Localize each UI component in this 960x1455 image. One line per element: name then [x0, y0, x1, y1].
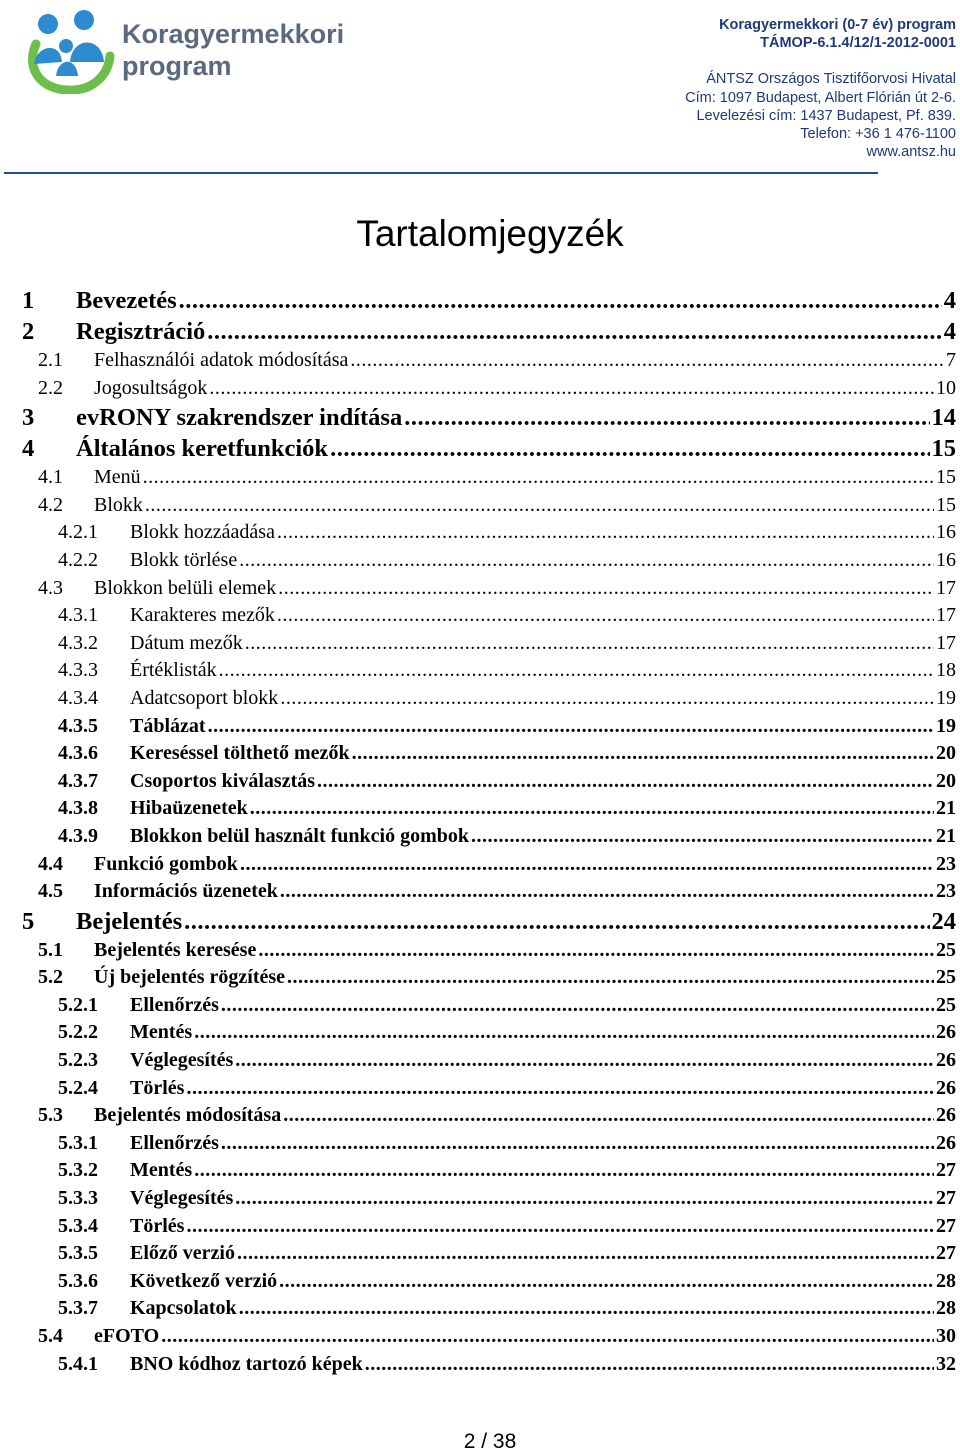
toc-entry[interactable] — [0, 687, 960, 715]
toc-entry[interactable] — [0, 1270, 960, 1298]
toc-leader-dots — [221, 1132, 934, 1155]
toc-entry-number: 5 — [22, 907, 35, 935]
toc-entry-label: Regisztráció — [76, 318, 206, 345]
toc-entry-number: 5.2.3 — [58, 1049, 98, 1072]
toc-leader-dots — [283, 1104, 934, 1127]
toc-entry-page: 27 — [936, 1214, 956, 1237]
toc-entry-number: 2 — [22, 318, 35, 345]
toc-leader-dots — [186, 1077, 934, 1100]
website-link[interactable]: www.antsz.hu — [866, 144, 956, 161]
toc-entry-number: 4.3.7 — [58, 769, 98, 792]
toc-entry-number: 2.1 — [38, 349, 63, 371]
toc-leader-dots — [317, 770, 934, 793]
toc-leader-dots — [277, 521, 934, 544]
toc-entry-number: 4.5 — [38, 880, 63, 903]
toc-entry-label: Blokkon belül használt funkció gombok — [130, 824, 469, 847]
toc-entry[interactable] — [0, 880, 960, 908]
toc-leader-dots — [161, 1325, 934, 1348]
toc-entry-page: 20 — [936, 769, 956, 792]
toc-entry-page: 17 — [936, 631, 956, 654]
logo-wordmark — [122, 18, 344, 82]
toc-entry-page: 23 — [936, 852, 956, 875]
toc-leader-dots — [278, 577, 934, 600]
toc-entry[interactable] — [0, 349, 960, 377]
toc-entry-page: 20 — [936, 742, 956, 765]
toc-entry-label: Bejelentés módosítása — [94, 1104, 282, 1127]
toc-title: Tartalomjegyzék — [356, 213, 624, 254]
toc-entry-label: Bevezetés — [76, 287, 177, 314]
toc-entry-number: 1 — [22, 287, 35, 314]
toc-entry-label: Bejelentés — [76, 907, 183, 935]
toc-leader-dots — [352, 742, 934, 765]
toc-entry[interactable] — [0, 1215, 960, 1243]
program-title: Koragyermekkori (0-7 év) program — [719, 17, 956, 33]
toc-entry-page: 30 — [936, 1325, 956, 1347]
toc-leader-dots — [194, 1021, 934, 1044]
toc-entry-label: Táblázat — [130, 714, 206, 737]
toc-entry-number: 5.2.4 — [58, 1076, 98, 1099]
toc-entry-number: 4.3.3 — [58, 659, 98, 682]
toc-entry-page: 25 — [936, 993, 956, 1016]
toc-entry[interactable] — [0, 549, 960, 577]
toc-entry-page: 19 — [936, 686, 956, 709]
toc-entry-number: 4.2.1 — [58, 521, 98, 544]
toc-entry-label: Véglegesítés — [130, 1187, 234, 1210]
table-of-contents — [0, 287, 960, 1380]
toc-entry-label: evRONY szakrendszer indítása — [76, 404, 403, 432]
toc-entry[interactable] — [0, 1132, 960, 1160]
toc-leader-dots — [287, 966, 934, 989]
toc-leader-dots — [235, 1049, 934, 1072]
toc-entry-label: Ellenőrzés — [130, 1131, 219, 1154]
toc-entry-number: 4.4 — [38, 852, 63, 875]
toc-entry-label: Előző verzió — [130, 1242, 235, 1265]
toc-entry-label: Kereséssel tölthető mezők — [130, 742, 350, 765]
toc-entry[interactable] — [0, 966, 960, 994]
toc-entry-page: 4 — [943, 318, 956, 345]
toc-entry-page: 26 — [936, 1049, 956, 1072]
address: Cím: 1097 Budapest, Albert Flórián út 2-6. — [685, 89, 956, 106]
toc-entry[interactable] — [0, 577, 960, 605]
toc-entry-page: 32 — [936, 1352, 956, 1375]
toc-entry[interactable] — [0, 521, 960, 549]
logo-text-line2: program — [122, 51, 232, 81]
toc-entry[interactable] — [0, 659, 960, 687]
toc-leader-dots — [471, 825, 934, 848]
toc-entry-label: Hibaüzenetek — [130, 797, 248, 820]
toc-entry[interactable] — [0, 994, 960, 1022]
toc-entry[interactable] — [0, 604, 960, 632]
toc-entry-label: eFOTO — [94, 1325, 160, 1347]
toc-entry-number: 4.3.6 — [58, 742, 98, 765]
toc-entry-page: 17 — [936, 604, 956, 627]
toc-entry-label: Új bejelentés rögzítése — [94, 966, 286, 989]
toc-entry-number: 5.2.2 — [58, 1021, 98, 1044]
toc-entry-page: 21 — [936, 797, 956, 820]
phone: Telefon: +36 1 476-1100 — [800, 126, 956, 143]
toc-entry-number: 4.3 — [38, 576, 63, 599]
toc-entry-number: 5.3 — [38, 1104, 63, 1127]
toc-entry[interactable] — [0, 908, 960, 939]
toc-leader-dots — [280, 880, 934, 903]
toc-entry[interactable] — [0, 825, 960, 853]
toc-entry-label: Értéklisták — [130, 659, 217, 682]
toc-entry-label: Csoportos kiválasztás — [130, 769, 316, 792]
toc-entry[interactable] — [0, 1325, 960, 1353]
toc-entry-label: Következő verzió — [130, 1269, 278, 1292]
toc-entry[interactable] — [0, 939, 960, 967]
toc-entry[interactable] — [0, 853, 960, 881]
toc-entry[interactable] — [0, 770, 960, 798]
toc-entry-page: 15 — [936, 493, 956, 516]
toc-entry-label: Adatcsoport blokk — [130, 686, 279, 709]
toc-entry-page: 26 — [936, 1131, 956, 1154]
toc-entry-page: 21 — [936, 824, 956, 847]
toc-leader-dots — [250, 797, 934, 820]
toc-leader-dots — [194, 1159, 934, 1182]
toc-entry-number: 4.3.8 — [58, 797, 98, 820]
toc-entry[interactable] — [0, 715, 960, 743]
toc-entry[interactable] — [0, 632, 960, 660]
toc-leader-dots — [279, 1270, 934, 1293]
toc-leader-dots — [239, 549, 934, 572]
toc-leader-dots — [145, 494, 934, 517]
toc-entry-number: 4.2 — [38, 493, 63, 516]
org-name: ÁNTSZ Országos Tisztifőorvosi Hivatal — [706, 71, 956, 88]
project-code: TÁMOP-6.1.4/12/1-2012-0001 — [760, 35, 956, 52]
toc-entry-label: Dátum mezők — [130, 631, 243, 654]
toc-entry-page: 16 — [936, 548, 956, 571]
toc-entry-label: BNO kódhoz tartozó képek — [130, 1352, 363, 1375]
toc-entry-number: 5.2 — [38, 966, 63, 989]
toc-entry-page: 19 — [936, 714, 956, 737]
toc-leader-dots — [208, 715, 934, 738]
toc-entry-label: Karakteres mezők — [130, 604, 275, 627]
toc-entry-page: 7 — [946, 349, 956, 371]
toc-entry-number: 4 — [22, 435, 35, 463]
toc-leader-dots — [240, 853, 934, 876]
toc-entry[interactable] — [0, 1242, 960, 1270]
toc-leader-dots — [209, 377, 934, 400]
toc-entry-page: 28 — [936, 1297, 956, 1320]
toc-leader-dots — [330, 435, 929, 463]
toc-leader-dots — [245, 632, 934, 655]
toc-entry-label: Funkció gombok — [94, 852, 238, 875]
toc-entry-number: 4.3.4 — [58, 686, 98, 709]
toc-entry-label: Általános keretfunkciók — [76, 435, 329, 463]
toc-leader-dots — [277, 604, 934, 627]
toc-entry-page: 27 — [936, 1187, 956, 1210]
toc-entry-page: 27 — [936, 1159, 956, 1182]
toc-leader-dots — [184, 908, 929, 936]
toc-entry[interactable] — [0, 742, 960, 770]
toc-entry-page: 26 — [936, 1104, 956, 1127]
toc-entry-label: Ellenőrzés — [130, 993, 219, 1016]
header-divider — [4, 172, 878, 174]
toc-entry-number: 5.2.1 — [58, 993, 98, 1016]
toc-entry-number: 5.3.7 — [58, 1297, 98, 1320]
toc-entry[interactable] — [0, 1104, 960, 1132]
toc-entry-label: Blokk — [94, 493, 143, 516]
toc-entry-number: 5.3.6 — [58, 1269, 98, 1292]
toc-entry-page: 28 — [936, 1269, 956, 1292]
toc-entry[interactable] — [0, 1353, 960, 1381]
toc-entry[interactable] — [0, 1297, 960, 1325]
toc-entry[interactable] — [0, 287, 960, 318]
toc-entry-number: 5.3.5 — [58, 1242, 98, 1265]
toc-entry-label: Blokk hozzáadása — [130, 521, 275, 544]
toc-entry-number: 4.1 — [38, 466, 63, 489]
toc-entry-label: Törlés — [130, 1076, 185, 1099]
toc-leader-dots — [404, 404, 929, 432]
toc-entry-number: 3 — [22, 404, 35, 432]
toc-entry-label: Felhasználói adatok módosítása — [94, 349, 349, 371]
header-contact-block — [536, 16, 956, 161]
toc-entry-page: 14 — [931, 404, 956, 432]
toc-entry-number: 4.3.2 — [58, 631, 98, 654]
toc-entry-page: 26 — [936, 1021, 956, 1044]
toc-leader-dots — [221, 994, 934, 1017]
page-indicator: 2 / 38 — [463, 1430, 517, 1453]
toc-leader-dots — [186, 1215, 934, 1238]
toc-entry[interactable] — [0, 1021, 960, 1049]
toc-entry-label: Blokkon belüli elemek — [94, 576, 277, 599]
toc-entry-page: 25 — [936, 966, 956, 989]
toc-entry[interactable] — [0, 1159, 960, 1187]
toc-leader-dots — [280, 687, 934, 710]
toc-entry-label: Törlés — [130, 1214, 185, 1237]
toc-entry-page: 17 — [936, 576, 956, 599]
toc-entry-number: 5.4 — [38, 1325, 63, 1347]
toc-entry[interactable] — [0, 494, 960, 522]
toc-entry-page: 24 — [931, 907, 956, 935]
toc-entry-number: 5.1 — [38, 938, 63, 961]
toc-entry-label: Információs üzenetek — [94, 880, 278, 903]
toc-leader-dots — [207, 318, 942, 346]
toc-leader-dots — [350, 349, 944, 372]
postal-address: Levelezési cím: 1437 Budapest, Pf. 839. — [696, 107, 956, 124]
toc-entry-number: 5.3.1 — [58, 1131, 98, 1154]
toc-leader-dots — [239, 1297, 934, 1320]
toc-leader-dots — [258, 939, 934, 962]
toc-entry-label: Bejelentés keresése — [94, 938, 257, 961]
family-logo-icon — [22, 6, 117, 94]
toc-entry-page: 27 — [936, 1242, 956, 1265]
toc-entry[interactable] — [0, 797, 960, 825]
toc-entry-number: 5.3.4 — [58, 1214, 98, 1237]
toc-entry-label: Mentés — [130, 1021, 193, 1044]
toc-entry[interactable] — [0, 466, 960, 494]
toc-leader-dots — [179, 287, 942, 315]
toc-leader-dots — [235, 1187, 934, 1210]
toc-entry[interactable] — [0, 1187, 960, 1215]
toc-entry[interactable] — [0, 318, 960, 349]
toc-entry-page: 4 — [943, 287, 956, 314]
toc-entry-number: 4.3.1 — [58, 604, 98, 627]
toc-entry-number: 4.2.2 — [58, 548, 98, 571]
toc-leader-dots — [143, 466, 934, 489]
toc-leader-dots — [237, 1242, 934, 1265]
toc-entry[interactable] — [0, 377, 960, 405]
toc-entry-number: 4.3.5 — [58, 714, 98, 737]
toc-entry-page: 25 — [936, 938, 956, 961]
toc-entry-page: 23 — [936, 880, 956, 903]
toc-entry-label: Blokk törlése — [130, 548, 238, 571]
toc-entry[interactable] — [0, 404, 960, 435]
toc-entry-page: 10 — [936, 376, 956, 399]
toc-entry-page: 26 — [936, 1076, 956, 1099]
toc-leader-dots — [219, 659, 934, 682]
toc-entry-label: Véglegesítés — [130, 1049, 234, 1072]
toc-entry-number: 5.4.1 — [58, 1352, 98, 1375]
toc-entry-number: 4.3.9 — [58, 824, 98, 847]
toc-entry-page: 18 — [936, 659, 956, 682]
toc-entry[interactable] — [0, 1077, 960, 1105]
toc-entry-number: 2.2 — [38, 376, 63, 399]
toc-entry-label: Menü — [94, 466, 141, 489]
toc-entry[interactable] — [0, 435, 960, 466]
program-logo — [22, 6, 345, 96]
toc-entry-number: 5.3.3 — [58, 1187, 98, 1210]
toc-entry-page: 16 — [936, 521, 956, 544]
toc-entry-label: Kapcsolatok — [130, 1297, 237, 1320]
toc-entry-label: Mentés — [130, 1159, 193, 1182]
toc-entry-label: Jogosultságok — [94, 376, 208, 399]
toc-entry[interactable] — [0, 1049, 960, 1077]
toc-entry-number: 5.3.2 — [58, 1159, 98, 1182]
toc-entry-page: 15 — [936, 466, 956, 489]
toc-leader-dots — [365, 1353, 934, 1376]
toc-entry-page: 15 — [931, 435, 956, 463]
logo-text-line1: Koragyermekkori — [122, 19, 345, 49]
